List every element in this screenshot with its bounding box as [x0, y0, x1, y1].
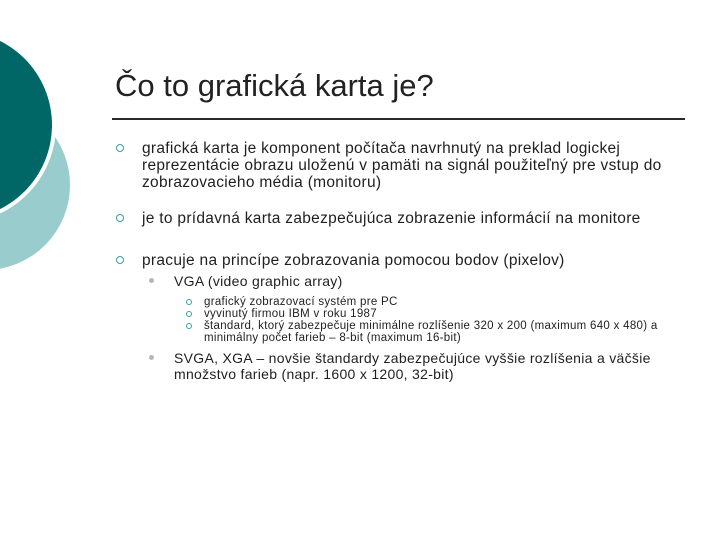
- title-divider: [112, 118, 685, 120]
- bullet-text: je to prídavná karta zabezpečujúca zobrazenie informácií na monitore: [142, 210, 641, 227]
- small-ring-bullet-icon: [186, 311, 192, 317]
- bullet-item: [112, 210, 687, 227]
- detail-text: štandard, ktorý zabezpečuje minimálne rozlíšenie 320 x 200 (maximum 640 x 480) a minimálny počet farieb – 8-bit (maximum 16-bit): [204, 320, 658, 344]
- ring-bullet-icon: [116, 256, 124, 264]
- bullet-text: grafická karta je komponent počítača navrhnutý na preklad logickej reprezentácie obrazu uloženú v pamäti na signál použiteľný pre vstup do zobrazovacieho média (monitoru): [142, 140, 662, 191]
- dot-bullet-icon: [149, 355, 154, 360]
- decorative-circles: [0, 0, 80, 300]
- sub-bullet-item: [112, 350, 687, 382]
- small-ring-bullet-icon: [186, 323, 192, 329]
- sub-bullet-text: SVGA, XGA – novšie štandardy zabezpečujúce vyššie rozlíšenia a väčšie množstvo farieb (napr. 1600 x 1200, 32-bit): [174, 350, 651, 382]
- bullet-item: [112, 140, 687, 191]
- detail-item: [112, 296, 687, 308]
- ring-bullet-icon: [116, 214, 124, 222]
- detail-item: [112, 308, 687, 320]
- bullet-text: pracuje na princípe zobrazovania pomocou bodov (pixelov): [142, 252, 565, 269]
- small-ring-bullet-icon: [186, 299, 192, 305]
- bullet-item: [112, 252, 687, 269]
- detail-text: grafický zobrazovací systém pre PC: [204, 296, 398, 308]
- slide-title: Čo to grafická karta je?: [115, 68, 434, 103]
- sub-bullet-text: VGA (video graphic array): [174, 273, 343, 289]
- ring-bullet-icon: [116, 144, 124, 152]
- dot-bullet-icon: [149, 278, 154, 283]
- detail-item: [112, 320, 687, 344]
- slide-content: [112, 140, 687, 382]
- vga-detail-list: [112, 296, 687, 344]
- sub-bullet-item: [112, 273, 687, 289]
- detail-text: vyvinutý firmou IBM v roku 1987: [204, 308, 377, 320]
